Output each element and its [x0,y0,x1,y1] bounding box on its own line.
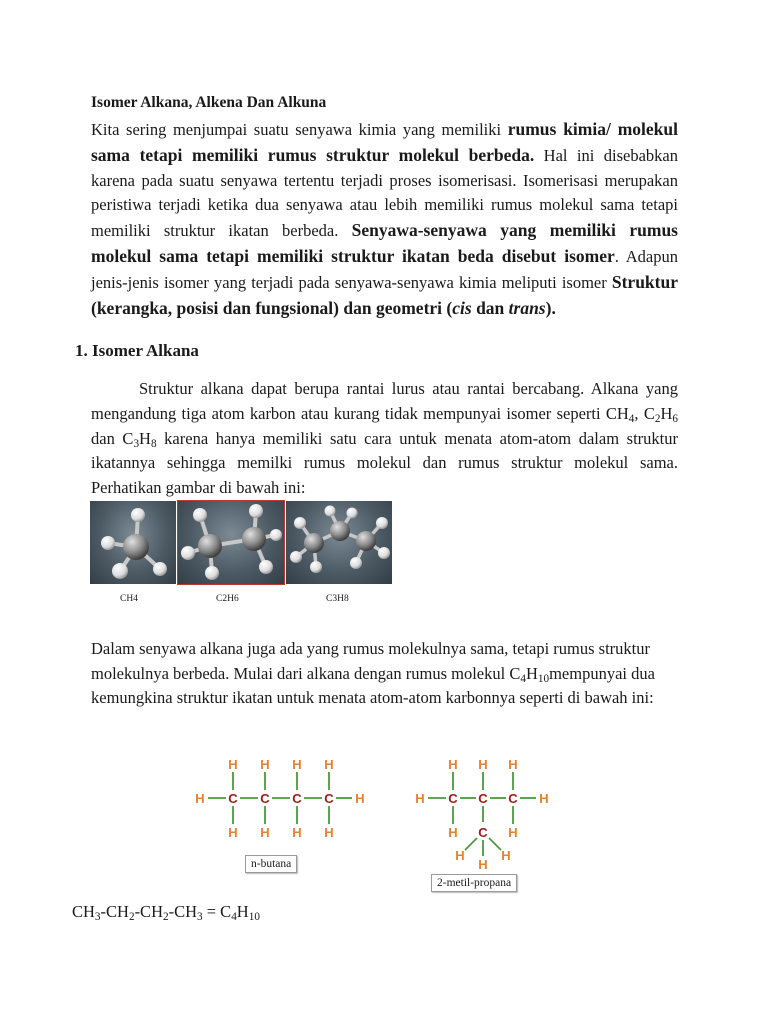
hydrogen-atom: H [455,848,465,863]
c3h8-caption: C3H8 [326,594,349,604]
c3h8-model-image [286,501,392,584]
formula-part: CH [72,902,95,921]
intro-text-1: Kita sering menjumpai suatu senyawa kimia yang memiliki [91,120,508,139]
c4h10-text-b: H [525,663,538,683]
intro-text-3: . Adapun jenis-jenis isomer yang terjadi pada senyawa-senyawa kimia meliputi isomer [91,246,678,292]
hydrogen-atom: H [415,791,425,806]
intro-bold-1: rumus kimia/ molekul sama tetapi memiliki rumus struktur molekul berbeda. [91,119,678,165]
alkana-text-a: Struktur alkana dapat berupa rantai lurus atau rantai bercabang. Alkana yang mengandung tiga atom karbon atau kurang tidak mempunyai isomer seperti CH [91,379,678,423]
intro-bold-3-end: ). [545,297,556,318]
c4h10-paragraph [91,637,678,711]
formula-part: = C [202,902,232,921]
subscript: 8 [150,437,157,450]
subscript: 4 [628,412,635,425]
metil-propana-label: 2-metil-propana [431,874,517,892]
hydrogen-atom: H [292,757,302,772]
carbon-atom: C [478,825,488,840]
hydrogen-atom: H [292,825,302,840]
subscript: 2 [654,412,661,425]
carbon-atom: C [478,791,488,806]
hydrogen-atom: H [355,791,365,806]
formula-part: -CH [168,902,198,921]
c2h6-caption: C2H6 [216,594,239,604]
c4h10-text-a: Dalam senyawa alkana juga ada yang rumus molekulnya sama, tetapi rumus struktur molekulnya berbeda. Mulai dari alkana dengan rumus molekul C [91,639,651,683]
subscript: 3 [94,910,101,923]
carbon-atom: C [260,791,270,806]
propane-model-icon [286,501,392,584]
alkana-text-f: karena hanya memiliki satu cara untuk menata atom-atom dalam struktur ikatannya sehingga memilki rumus molekul dan rumus struktur molekul sama. Perhatikan gambar di bawah ini: [91,428,678,498]
ethane-model-icon [178,501,284,584]
formula-part: H [236,902,249,921]
hydrogen-atom: H [508,825,518,840]
formula-part: -CH [100,902,129,921]
hydrogen-atom: H [260,825,270,840]
n-butana-label: n-butana [245,855,297,873]
formula-part: -CH [134,902,163,921]
hydrogen-atom: H [448,757,458,772]
subscript: 2 [128,910,135,923]
hydrogen-atom: H [195,791,205,806]
subscript: 10 [537,672,550,685]
hydrogen-atom: H [260,757,270,772]
alkana-text-b: , C [634,403,655,423]
section-heading-isomer-alkana: 1. Isomer Alkana [75,341,199,360]
c2h6-model-image [178,501,284,584]
methane-model-icon [90,501,176,584]
alkana-text-c: H [660,403,673,423]
hydrogen-atom: H [539,791,549,806]
subscript: 3 [197,910,203,923]
intro-text-2: Hal ini disebabkan karena pada suatu senyawa tertentu terjadi proses isomerisasi. Isomerisasi merupakan peristiwa terjadi ketika dua senyawa atau lebih memiliki rumus molekul sama tetapi memiliki struktur ikatan berbeda. [91,145,679,241]
intro-bold-3-text: Struktur (kerangka, posisi dan fungsional) dan geometri ( [91,271,678,318]
n-butana-structure [190,752,370,844]
dan-word: dan [471,297,509,318]
hydrogen-atom: H [324,757,334,772]
subscript: 4 [231,910,237,923]
ch4-caption: CH4 [120,594,138,604]
subscript: 2 [162,910,169,923]
metil-propana-structure [410,752,560,872]
carbon-atom: C [292,791,302,806]
subscript: 6 [672,412,678,425]
hydrogen-atom: H [508,757,518,772]
intro-paragraph [91,117,678,321]
subscript: 4 [520,672,526,685]
cis-word: cis [452,297,472,318]
hydrogen-atom: H [478,757,488,772]
hydrogen-atom: H [228,825,238,840]
carbon-atom: C [324,791,334,806]
intro-bold-2: Senyawa-senyawa yang memiliki rumus molekul sama tetapi memiliki struktur ikatan beda disebut isomer [91,220,678,266]
carbon-atom: C [448,791,458,806]
carbon-atom: C [228,791,238,806]
subscript: 3 [133,437,140,450]
page-title: Isomer Alkana, Alkena Dan Alkuna [91,94,327,111]
hydrogen-atom: H [501,848,511,863]
alkana-paragraph [91,377,678,501]
hydrogen-atom: H [228,757,238,772]
alkana-text-e: H [139,428,151,448]
ch4-model-image [90,501,176,584]
hydrogen-atom: H [448,825,458,840]
hydrogen-atom: H [478,857,488,872]
trans-word: trans [508,297,546,318]
butane-condensed-formula [72,902,260,922]
subscript: 10 [248,910,260,923]
hydrogen-atom: H [324,825,334,840]
carbon-atom: C [508,791,518,806]
c4h10-text-c: mempunyai dua kemungkina struktur ikatan untuk menata atom-atom karbonnya seperti di bawah ini: [91,663,655,707]
alkana-text-d: dan C [91,428,134,448]
